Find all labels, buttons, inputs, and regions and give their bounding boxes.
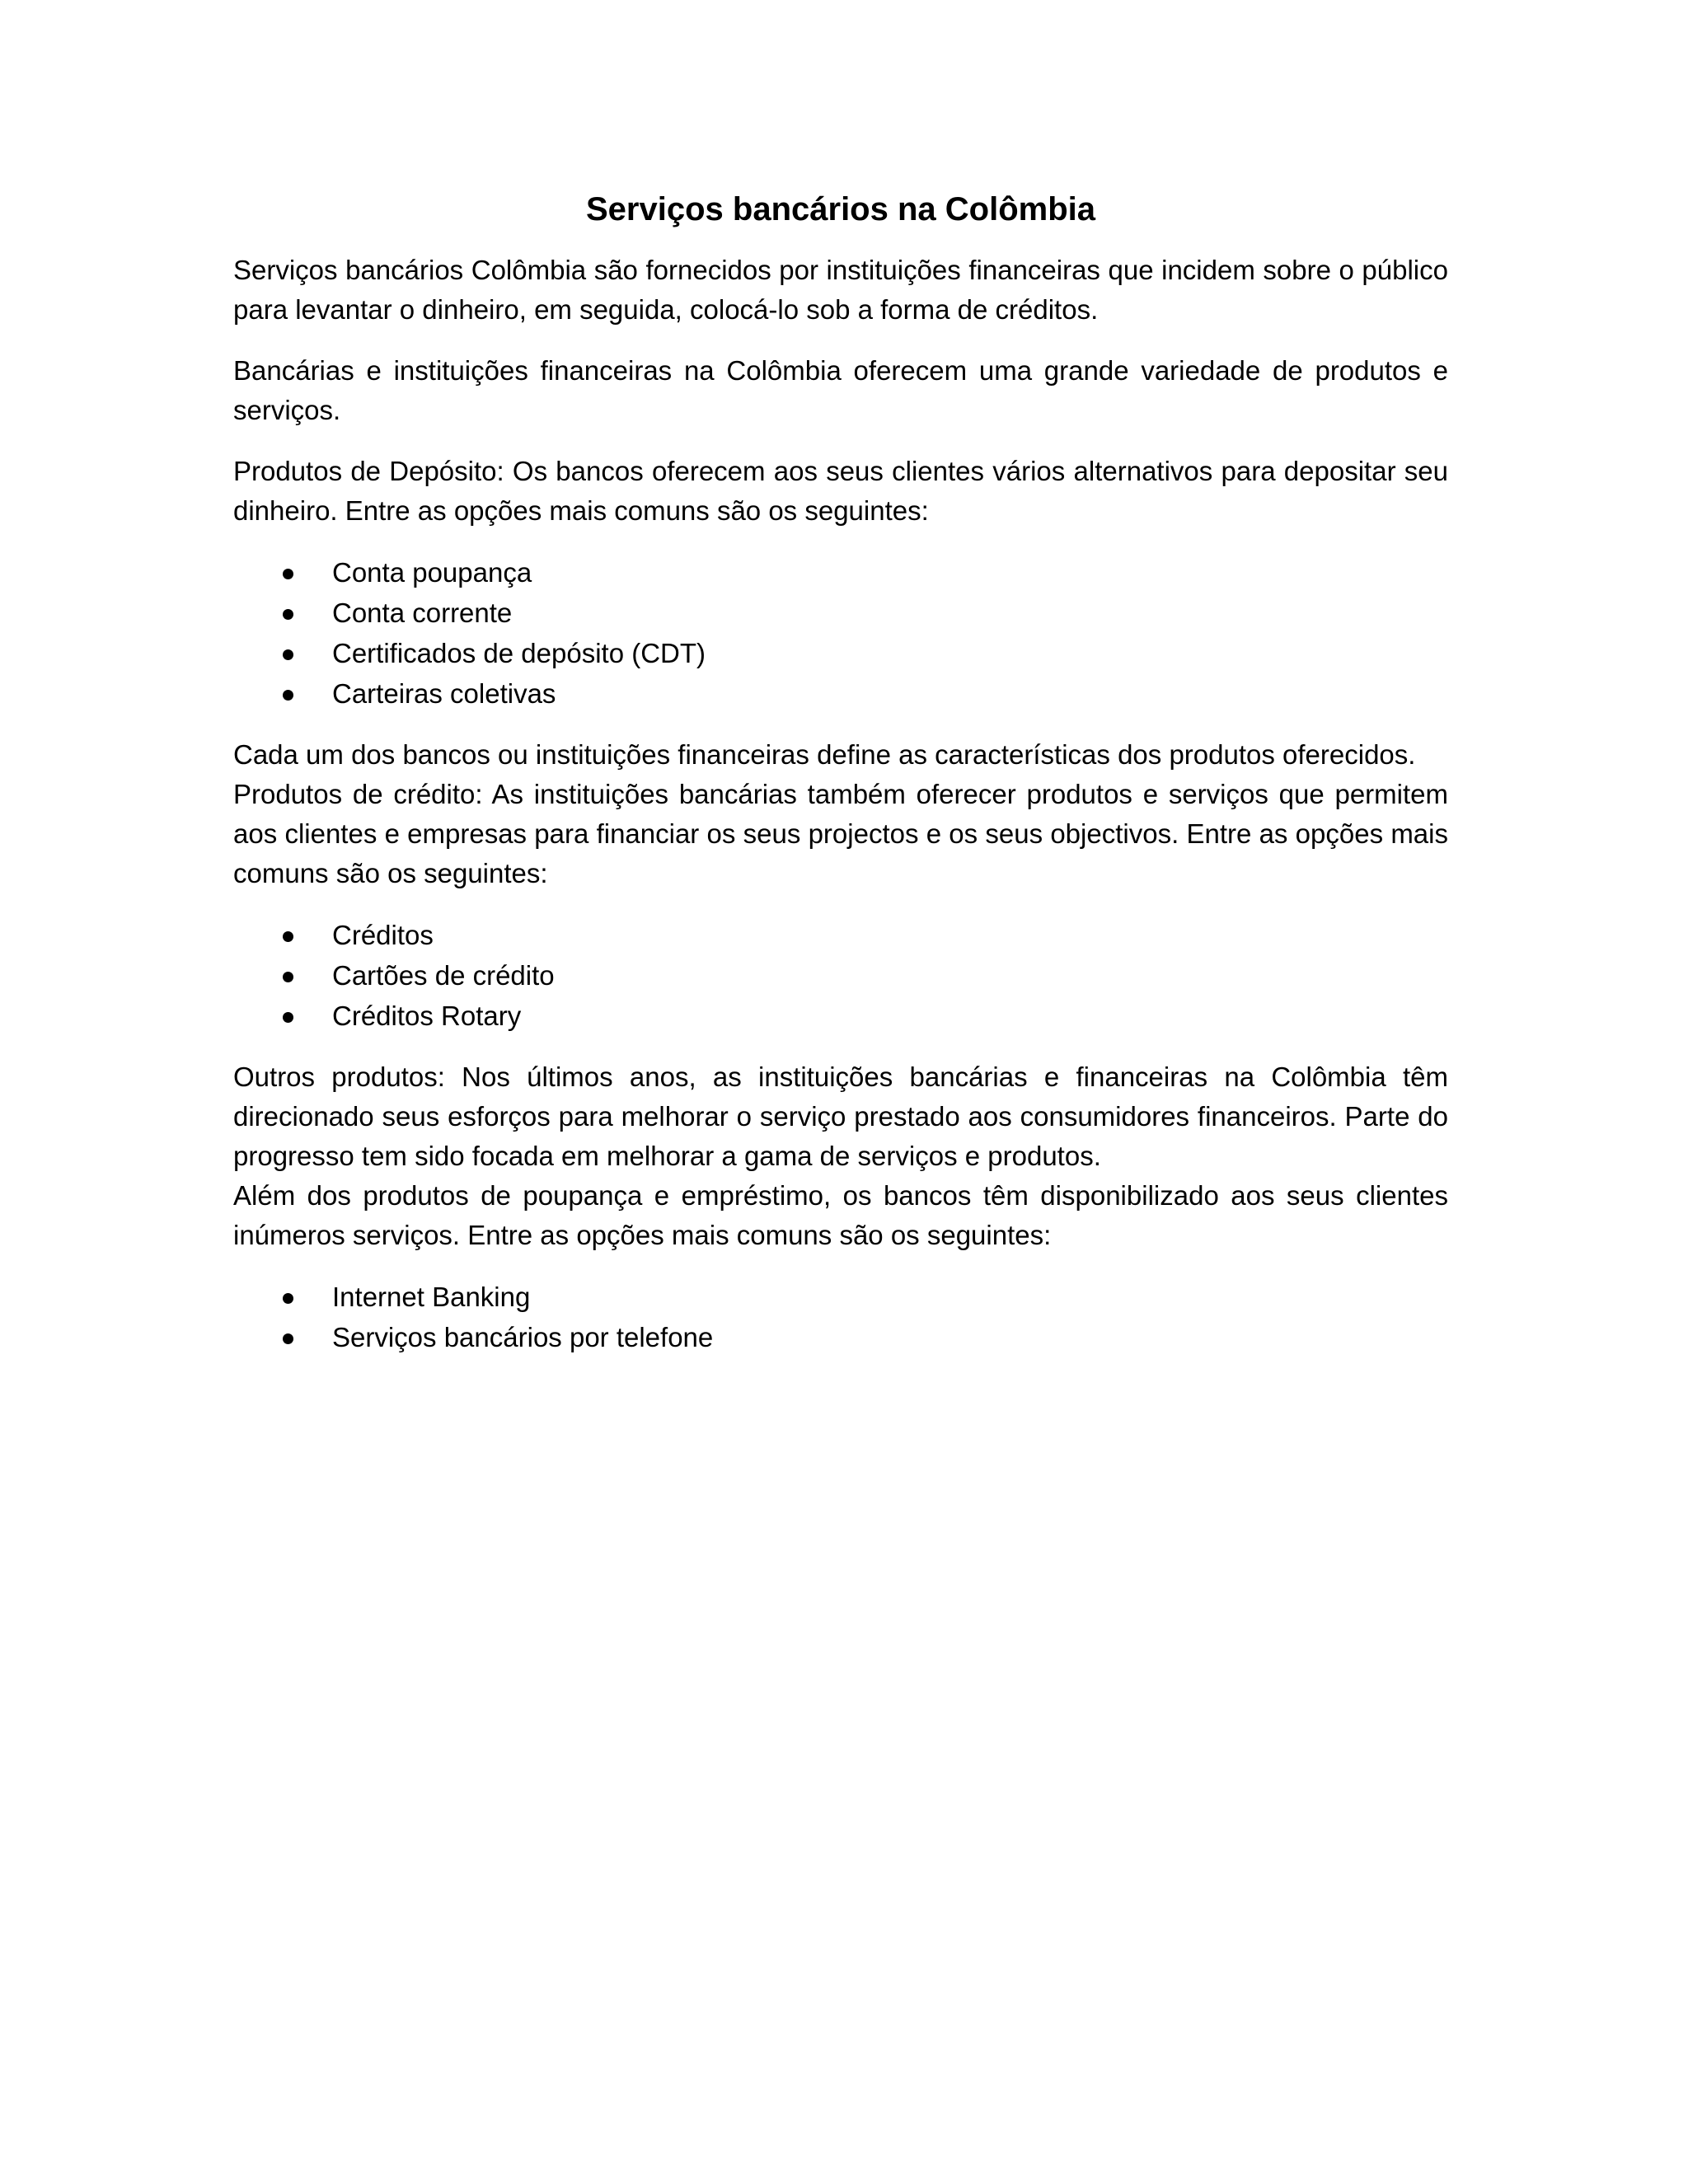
list-item (233, 633, 1448, 673)
other-services-list (233, 1277, 1448, 1357)
paragraph-deposit-products: Produtos de Depósito: Os bancos oferecem aos seus clientes vários alternativos para depositar seu dinheiro. Entre as opções mais comuns são os seguintes: (233, 456, 1448, 526)
paragraph-intro: Serviços bancários Colômbia são fornecidos por instituições financeiras que incidem sobre o público para levantar o dinheiro, em seguida, colocá-lo sob a forma de créditos. (233, 255, 1448, 325)
list-item (233, 552, 1448, 593)
bullet-icon (283, 649, 293, 660)
bullet-icon (283, 931, 293, 942)
bullet-icon (283, 972, 293, 982)
bullet-icon (283, 1293, 293, 1304)
list-item (233, 1277, 1448, 1317)
list-item-text: Certificados de depósito (CDT) (332, 638, 706, 668)
bullet-icon (283, 1012, 293, 1023)
deposit-products-list (233, 552, 1448, 714)
paragraph-other-products (233, 1057, 1448, 1255)
list-item-text: Créditos (332, 920, 434, 950)
paragraph-line: Produtos de crédito: As instituições bancárias também oferecer produtos e serviços que permitem aos clientes e empresas para financiar os seus projectos e os seus objectivos. Entre as opções mais comuns são os seguintes: (233, 779, 1448, 888)
list-item-text: Conta poupança (332, 557, 532, 588)
paragraph-overview: Bancárias e instituições financeiras na Colômbia oferecem uma grande variedade de produtos e serviços. (233, 355, 1448, 425)
document-body (233, 188, 1448, 1379)
paragraph-line: Cada um dos bancos ou instituições financeiras define as características dos produtos oferecidos. (233, 739, 1416, 770)
list-item-text: Conta corrente (332, 598, 513, 628)
list-item (233, 996, 1448, 1036)
bullet-icon (283, 609, 293, 620)
bullet-icon (283, 1333, 293, 1344)
list-item (233, 673, 1448, 714)
paragraph-line: Além dos produtos de poupança e empréstimo, os bancos têm disponibilizado aos seus clientes inúmeros serviços. Entre as opções mais comuns são os seguintes: (233, 1180, 1448, 1250)
list-item-text: Carteiras coletivas (332, 678, 556, 709)
list-item-text: Créditos Rotary (332, 1001, 522, 1031)
paragraph-line: Outros produtos: Nos últimos anos, as instituições bancárias e financeiras na Colômbia têm direcionado seus esforços para melhorar o serviço prestado aos consumidores financeiros. Parte do progresso tem sido focada em melhorar a gama de serviços e produtos. (233, 1062, 1448, 1171)
list-item (233, 593, 1448, 633)
list-item (233, 955, 1448, 996)
paragraph-credit-products (233, 735, 1448, 893)
bullet-icon (283, 690, 293, 701)
bullet-icon (283, 569, 293, 579)
document-title: Serviços bancários na Colômbia (586, 191, 1095, 227)
list-item (233, 915, 1448, 955)
credit-products-list (233, 915, 1448, 1036)
list-item-text: Internet Banking (332, 1282, 531, 1312)
list-item-text: Cartões de crédito (332, 960, 555, 991)
list-item (233, 1317, 1448, 1357)
list-item-text: Serviços bancários por telefone (332, 1322, 714, 1352)
